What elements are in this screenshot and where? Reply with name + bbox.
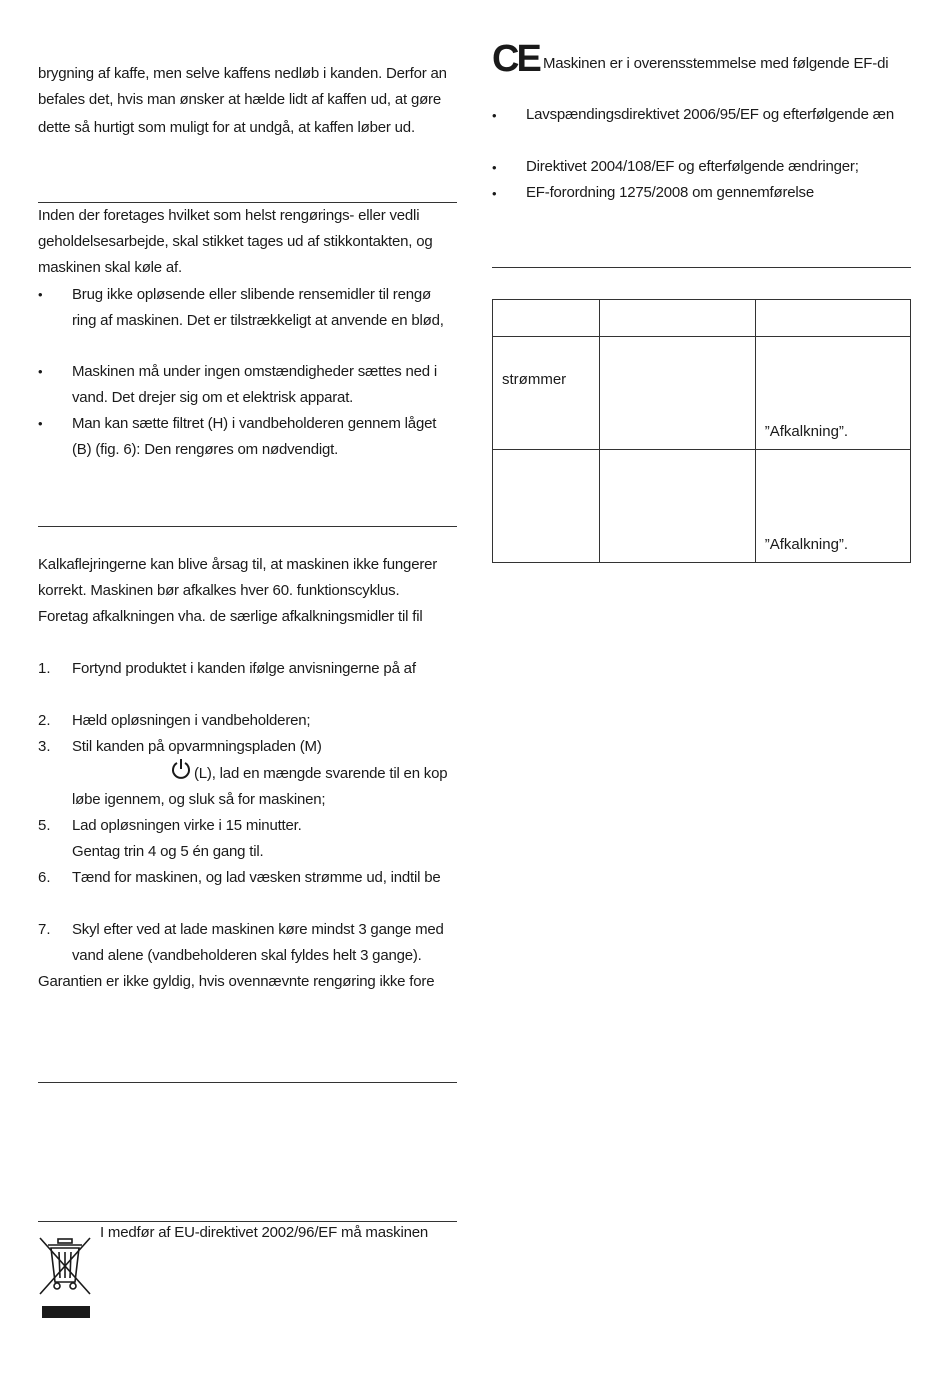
- intro-line-1: brygning af kaffe, men selve kaffens nedløb i kanden. Derfor an: [38, 65, 447, 82]
- table-cell: [493, 450, 600, 563]
- cleaning-line-1: Inden der foretages hvilket som helst rengørings- eller vedli: [38, 207, 420, 224]
- bullet-marker: •: [38, 287, 43, 302]
- troubleshooting-table: [492, 299, 911, 563]
- step-3-text: Stil kanden på opvarmningspladen (M): [72, 738, 322, 755]
- step-number: 6.: [38, 869, 51, 886]
- table-cell: [600, 337, 755, 450]
- ce-conformity-text: Maskinen er i overensstemmelse med følgende EF-di: [543, 55, 889, 72]
- power-icon: [171, 758, 191, 780]
- table-row: [493, 450, 911, 563]
- cleaning-bullet-2-line-2: vand. Det drejer sig om et elektrisk apparat.: [72, 389, 354, 406]
- step-7-text-cont: vand alene (vandbeholderen skal fyldes helt 3 gange).: [72, 947, 422, 964]
- bullet-marker: •: [492, 186, 497, 201]
- table-header-row: [493, 300, 911, 337]
- table-cell: [755, 337, 910, 450]
- descaling-line-3: Foretag afkalkningen vha. de særlige afkalkningsmidler til fil: [38, 608, 423, 625]
- table-cell: [600, 450, 755, 563]
- step-5-text-cont: Gentag trin 4 og 5 én gang til.: [72, 843, 264, 860]
- step-4-text: (L), lad en mængde svarende til en kop: [194, 765, 448, 782]
- step-number: 7.: [38, 921, 51, 938]
- cleaning-line-3: maskinen skal køle af.: [38, 259, 182, 276]
- section-divider-faults: [38, 1082, 457, 1083]
- intro-line-2: befales det, hvis man ønsker at hælde lidt af kaffen ud, at gøre: [38, 91, 441, 108]
- bullet-marker: •: [38, 364, 43, 379]
- table-header-cell: [600, 300, 755, 337]
- bullet-marker: •: [492, 160, 497, 175]
- descaling-line-1: Kalkaflejringerne kan blive årsag til, at maskinen ikke fungerer: [38, 556, 438, 573]
- table-cell: [755, 450, 910, 563]
- table-cell-text: ”Afkalkning”.: [764, 536, 849, 553]
- step-5-text: Lad opløsningen virke i 15 minutter.: [72, 817, 302, 834]
- weee-text: I medfør af EU-direktivet 2002/96/EF må maskinen: [100, 1224, 429, 1241]
- directive-2: Direktivet 2004/108/EF og efterfølgende ændringer;: [526, 158, 859, 175]
- warranty-note: Garantien er ikke gyldig, hvis ovennævnte rengøring ikke fore: [38, 973, 435, 990]
- step-number: 1.: [38, 660, 51, 677]
- step-4-text-cont: løbe igennem, og sluk så for maskinen;: [72, 791, 326, 808]
- directive-3: EF-forordning 1275/2008 om gennemførelse: [526, 184, 815, 201]
- cleaning-bullet-3-line-2: (B) (fig. 6): Den rengøres om nødvendigt.: [72, 441, 339, 458]
- step-7-text: Skyl efter ved at lade maskinen køre mindst 3 gange med: [72, 921, 444, 938]
- step-number: 5.: [38, 817, 51, 834]
- cleaning-bullet-2-line-1: Maskinen må under ingen omstændigheder sættes ned i: [72, 363, 438, 380]
- table-header-cell: [493, 300, 600, 337]
- step-number: 3.: [38, 738, 51, 755]
- step-2-text: Hæld opløsningen i vandbeholderen;: [72, 712, 311, 729]
- bullet-marker: •: [38, 416, 43, 431]
- section-divider-troubleshooting: [492, 267, 911, 268]
- directive-1: Lavspændingsdirektivet 2006/95/EF og efterfølgende æn: [526, 106, 894, 123]
- cleaning-bullet-3-line-1: Man kan sætte filtret (H) i vandbeholderen gennem låget: [72, 415, 437, 432]
- table-cell-text: ”Afkalkning”.: [764, 423, 849, 440]
- section-divider-descaling: [38, 526, 457, 527]
- table-row: [493, 337, 911, 450]
- table-cell-text: strømmer: [502, 371, 567, 388]
- intro-line-3: dette så hurtigt som muligt for at undgå, at kaffen løber ud.: [38, 119, 415, 136]
- step-6-text: Tænd for maskinen, og lad væsken strømme ud, indtil be: [72, 869, 441, 886]
- descaling-line-2: korrekt. Maskinen bør afkalkes hver 60. funktionscyklus.: [38, 582, 400, 599]
- cleaning-bullet-1-line-2: ring af maskinen. Det er tilstrækkeligt at anvende en blød,: [72, 312, 444, 329]
- table-header-cell: [755, 300, 910, 337]
- bullet-marker: •: [492, 108, 497, 123]
- crossed-bin-icon: [38, 1236, 92, 1320]
- cleaning-bullet-1-line-1: Brug ikke opløsende eller slibende rensemidler til rengø: [72, 286, 431, 303]
- step-1-text: Fortynd produktet i kanden ifølge anvisningerne på af: [72, 660, 416, 677]
- cleaning-line-2: geholdelsesarbejde, skal stikket tages ud af stikkontakten, og: [38, 233, 433, 250]
- table-cell: [493, 337, 600, 450]
- ce-mark: CE: [492, 38, 539, 80]
- step-number: 2.: [38, 712, 51, 729]
